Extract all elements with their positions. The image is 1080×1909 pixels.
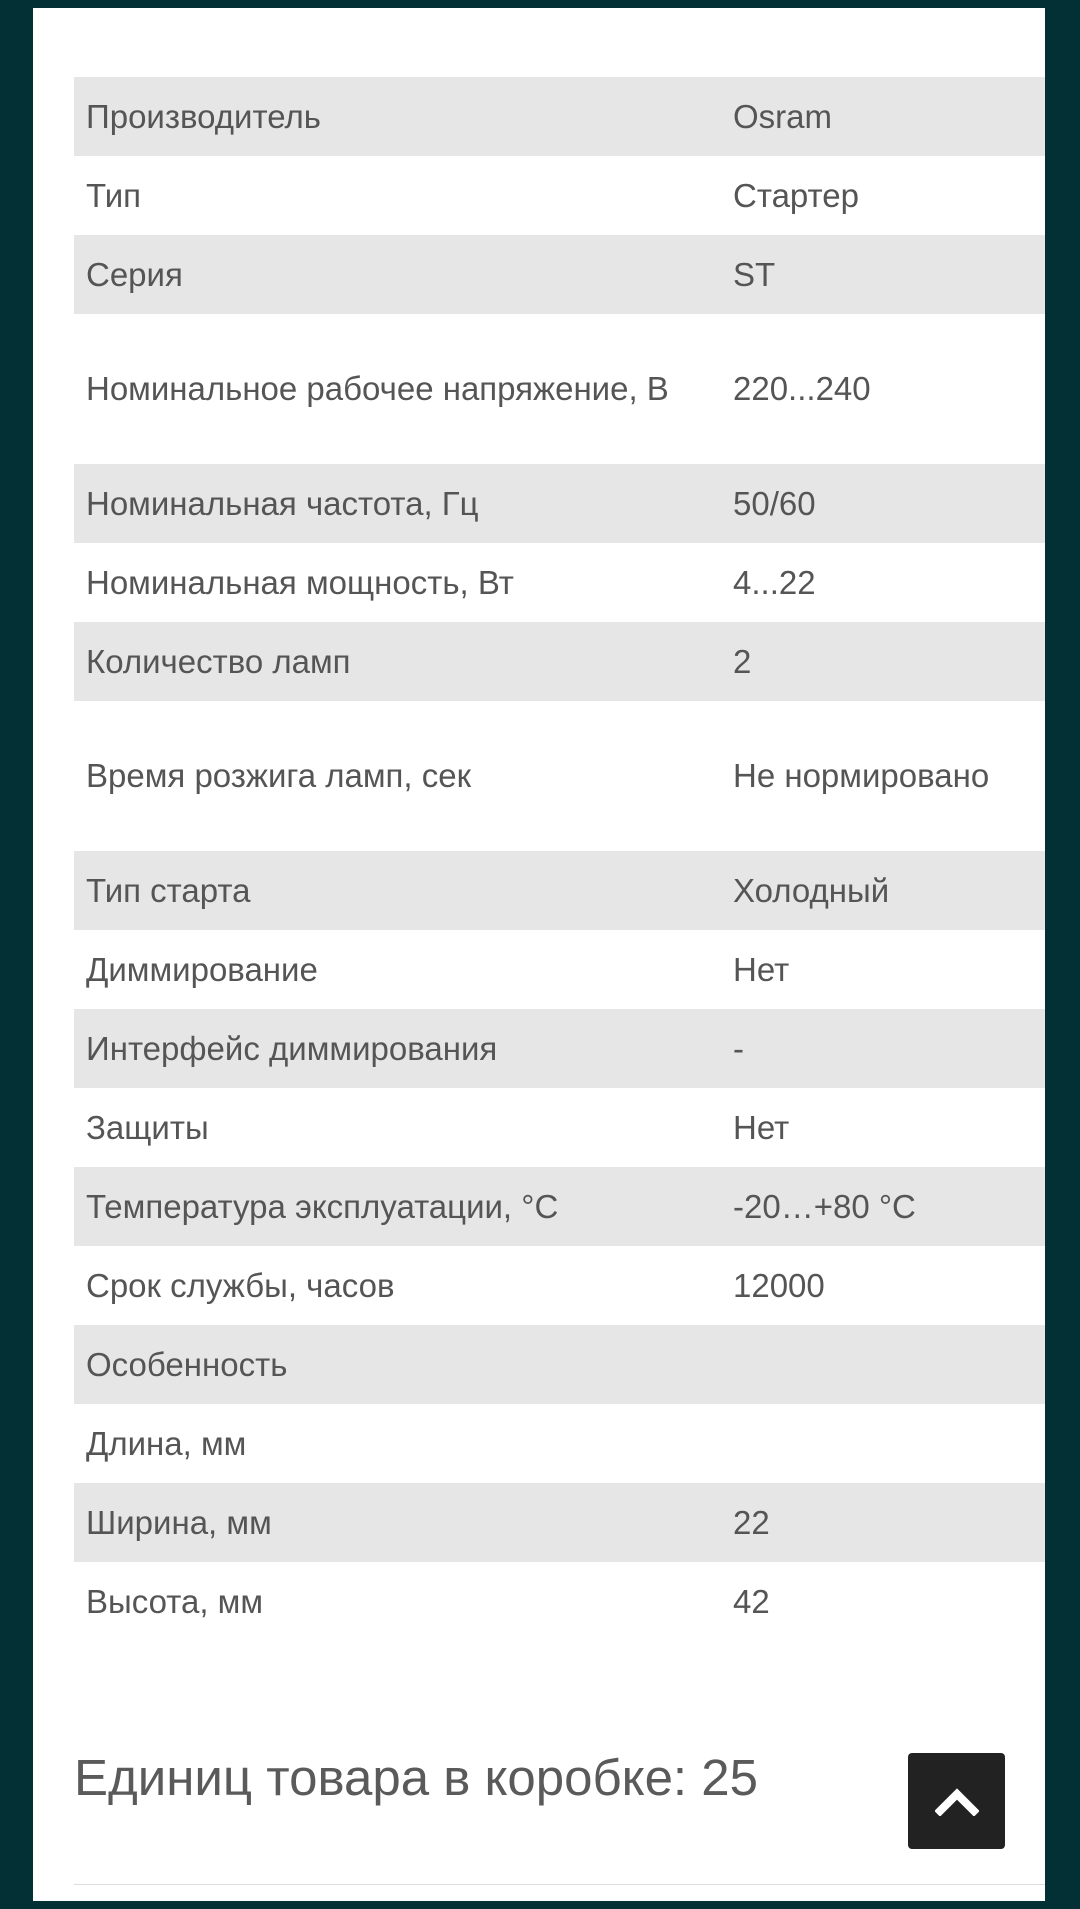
spec-row-voltage <box>74 314 1045 464</box>
spec-row-start-type <box>74 851 1045 930</box>
spec-label: Срок службы, часов <box>74 1246 721 1325</box>
spec-label: Номинальная частота, Гц <box>74 464 721 543</box>
spec-label: Номинальное рабочее напряжение, В <box>74 314 721 464</box>
spec-label: Серия <box>74 235 721 314</box>
spec-value <box>721 1404 1045 1483</box>
product-specs-panel <box>33 8 1045 1901</box>
spec-value: 4...22 <box>721 543 1045 622</box>
spec-label: Производитель <box>74 77 721 156</box>
spec-value: Osram <box>721 77 1045 156</box>
spec-value: Холодный <box>721 851 1045 930</box>
spec-row-series <box>74 235 1045 314</box>
spec-row-lamp-count <box>74 622 1045 701</box>
spec-label: Длина, мм <box>74 1404 721 1483</box>
spec-label: Время розжига ламп, сек <box>74 701 721 851</box>
spec-row-manufacturer <box>74 77 1045 156</box>
spec-value: 22 <box>721 1483 1045 1562</box>
spec-label: Защиты <box>74 1088 721 1167</box>
spec-row-power <box>74 543 1045 622</box>
spec-row-dimming <box>74 930 1045 1009</box>
spec-value: -20…+80 °C <box>721 1167 1045 1246</box>
spec-value <box>721 1325 1045 1404</box>
spec-label: Тип <box>74 156 721 235</box>
chevron-up-icon <box>935 1786 979 1816</box>
spec-label: Ширина, мм <box>74 1483 721 1562</box>
spec-row-width <box>74 1483 1045 1562</box>
spec-row-dimming-interface <box>74 1009 1045 1088</box>
spec-label: Высота, мм <box>74 1562 721 1641</box>
spec-value: Нет <box>721 1088 1045 1167</box>
spec-row-length <box>74 1404 1045 1483</box>
spec-row-ignition-time <box>74 701 1045 851</box>
spec-value: - <box>721 1009 1045 1088</box>
spec-label: Тип старта <box>74 851 721 930</box>
spec-row-height <box>74 1562 1045 1641</box>
footer-divider <box>74 1884 1045 1885</box>
spec-value: 2 <box>721 622 1045 701</box>
spec-row-frequency <box>74 464 1045 543</box>
scroll-to-top-button[interactable] <box>908 1753 1005 1849</box>
spec-label: Температура эксплуатации, °C <box>74 1167 721 1246</box>
spec-label: Количество ламп <box>74 622 721 701</box>
spec-label: Номинальная мощность, Вт <box>74 543 721 622</box>
spec-row-operating-temperature <box>74 1167 1045 1246</box>
spec-value: Нет <box>721 930 1045 1009</box>
units-per-box: Единиц товара в коробке: 25 <box>74 1749 758 1806</box>
spec-label: Интерфейс диммирования <box>74 1009 721 1088</box>
spec-value: ST <box>721 235 1045 314</box>
spec-value: 50/60 <box>721 464 1045 543</box>
spec-value: 42 <box>721 1562 1045 1641</box>
spec-row-feature <box>74 1325 1045 1404</box>
spec-value: 12000 <box>721 1246 1045 1325</box>
spec-label: Диммирование <box>74 930 721 1009</box>
spec-value: Стартер <box>721 156 1045 235</box>
spec-value: Не нормировано <box>721 701 1045 851</box>
spec-row-protection <box>74 1088 1045 1167</box>
spec-value: 220...240 <box>721 314 1045 464</box>
spec-row-lifetime <box>74 1246 1045 1325</box>
specs-table <box>74 77 1045 1641</box>
spec-row-type <box>74 156 1045 235</box>
spec-label: Особенность <box>74 1325 721 1404</box>
